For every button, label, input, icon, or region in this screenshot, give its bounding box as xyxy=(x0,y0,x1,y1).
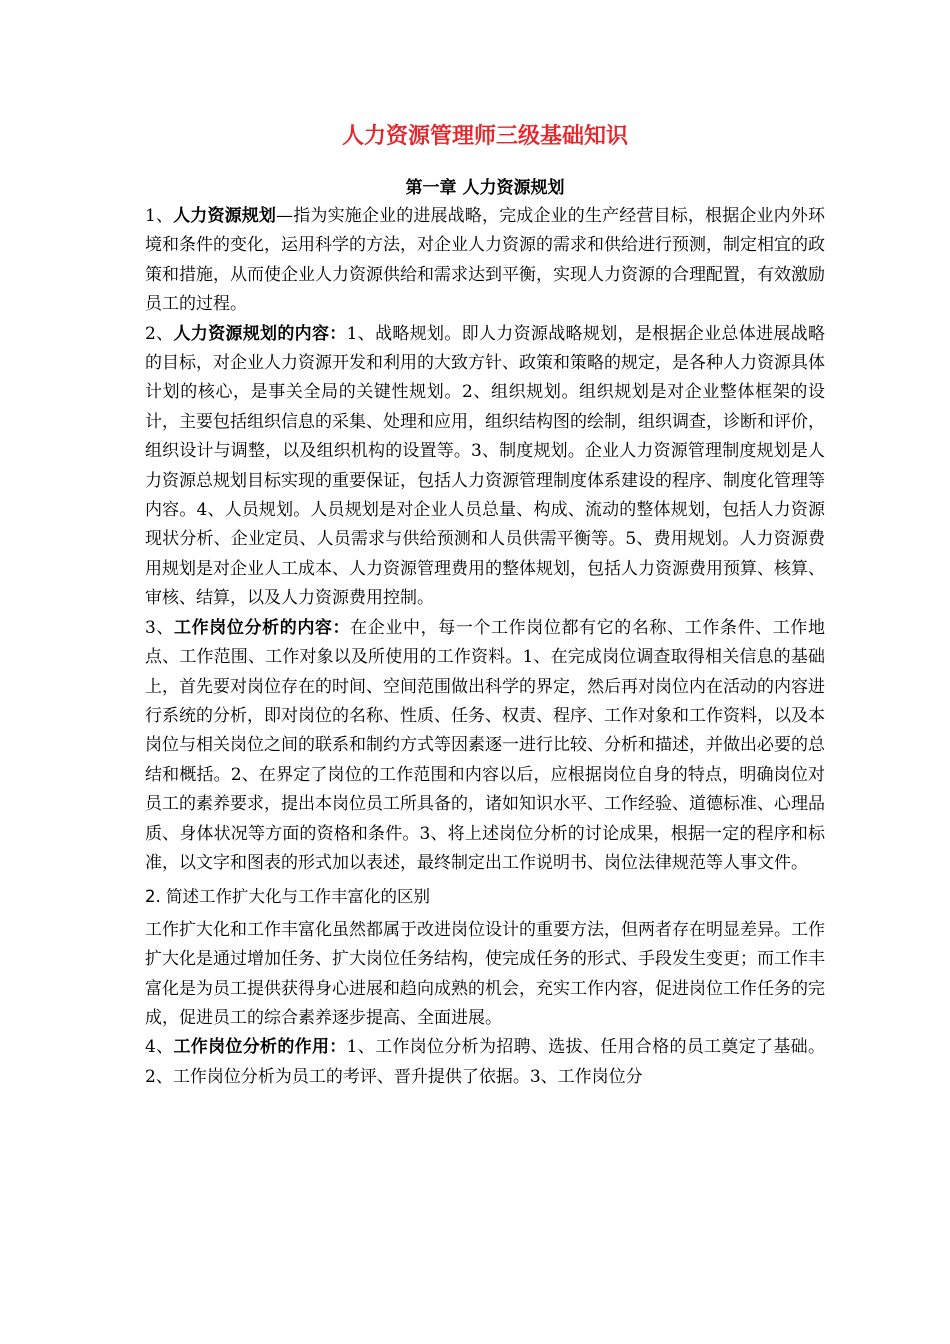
question-answer: 工作扩大化和工作丰富化虽然都属于改进岗位设计的重要方法，但两者存在明显差异。工作扩大化是通过增加任务、扩大岗位任务结构，使完成任务的形式、手段发生变更；而工作丰富化是为员工提供获得身心进展和趋向成熟的机会，充实工作内容，促进岗位工作任务的完成，促进员工的综合素养逐步提高、全面进展。 xyxy=(145,919,825,1028)
paragraph-term: 工作岗位分析的内容： xyxy=(174,617,351,638)
paragraph-number: 2、 xyxy=(145,323,174,344)
paragraph-job-analysis-content xyxy=(145,614,825,879)
paragraph-number: 1、 xyxy=(145,206,174,226)
paragraph-text: 1、工作岗位分析为招聘、选拔、任用合格的员工奠定了基础。2、工作岗位分析为员工的考评、晋升提供了依据。3、工作岗位分 xyxy=(145,1037,825,1087)
paragraph-term: 工作岗位分析的作用： xyxy=(173,1037,347,1058)
paragraph-number: 4、 xyxy=(145,1037,174,1058)
paragraph-text: 在企业中，每一个工作岗位都有它的名称、工作条件、工作地点、工作范围、工作对象以及所使用的工作资料。1、在完成岗位调查取得相关信息的基础上，首先要对岗位存在的时间、空间范围做出科学的界定，然后再对岗位内在活动的内容进行系统的分析，即对岗位的名称、性质、任务、权责、程序、工作对象和工作资料，以及本岗位与相关岗位之间的联系和制约方式等因素逐一进行比较、分析和描述，并做出必要的总结和概括。2、在界定了岗位的工作范围和内容以后，应根据岗位自身的特点，明确岗位对员工的素养要求，提出本岗位员工所具备的，诸如知识水平、工作经验、道德标准、心理品质、身体状况等方面的资格和条件。3、将上述岗位分析的讨论成果，根据一定的程序和标准，以文字和图表的形式加以表述，最终制定出工作说明书、岗位法律规范等人事文件。 xyxy=(145,617,826,873)
chapter-title: 第一章 人力资源规划 xyxy=(405,178,565,198)
paragraph-hr-planning xyxy=(145,202,825,320)
paragraph-term: 人力资源规划 xyxy=(173,206,277,226)
paragraph-text: 1、战略规划。即人力资源战略规划，是根据企业总体进展战略的目标，对企业人力资源开发和利用的大致方针、政策和策略的规定，是各种人力资源具体计划的核心，是事关全局的关键性规划。2、组织规划。组织规划是对企业整体框架的设计，主要包括组织信息的采集、处理和应用，组织结构图的绘制，组织调查，诊断和评价，组织设计与调整，以及组织机构的设置等。3、制度规划。企业人力资源管理制度规划是人力资源总规划目标实现的重要保证，包括人力资源管理制度体系建设的程序、制度化管理等内容。4、人员规划。人员规划是对企业人员总量、构成、流动的整体规划，包括人力资源现状分析、企业定员、人员需求与供给预测和人员供需平衡等。5、费用规划。人力资源费用规划是对企业人工成本、人力资源管理费用的整体规划，包括人力资源费用预算、核算、审核、结算，以及人力资源费用控制。 xyxy=(145,323,825,609)
paragraph-text: —指为实施企业的进展战略，完成企业的生产经营目标，根据企业内外环境和条件的变化，运用科学的方法，对企业人力资源的需求和供给进行预测，制定相宜的政策和措施，从而使企业人力资源供给和需求达到平衡，实现人力资源的合理配置，有效激励员工的过程。 xyxy=(145,206,825,315)
paragraph-number: 3、 xyxy=(145,617,175,638)
paragraph-term: 人力资源规划的内容： xyxy=(173,323,347,344)
paragraph-job-analysis-role xyxy=(145,1033,825,1092)
document-title: 人力资源管理师三级基础知识 xyxy=(341,123,628,149)
document-page xyxy=(145,120,825,1092)
question-heading: 2. 简述工作扩大化与工作丰富化的区别 xyxy=(145,887,430,907)
paragraph-planning-content xyxy=(145,320,825,614)
